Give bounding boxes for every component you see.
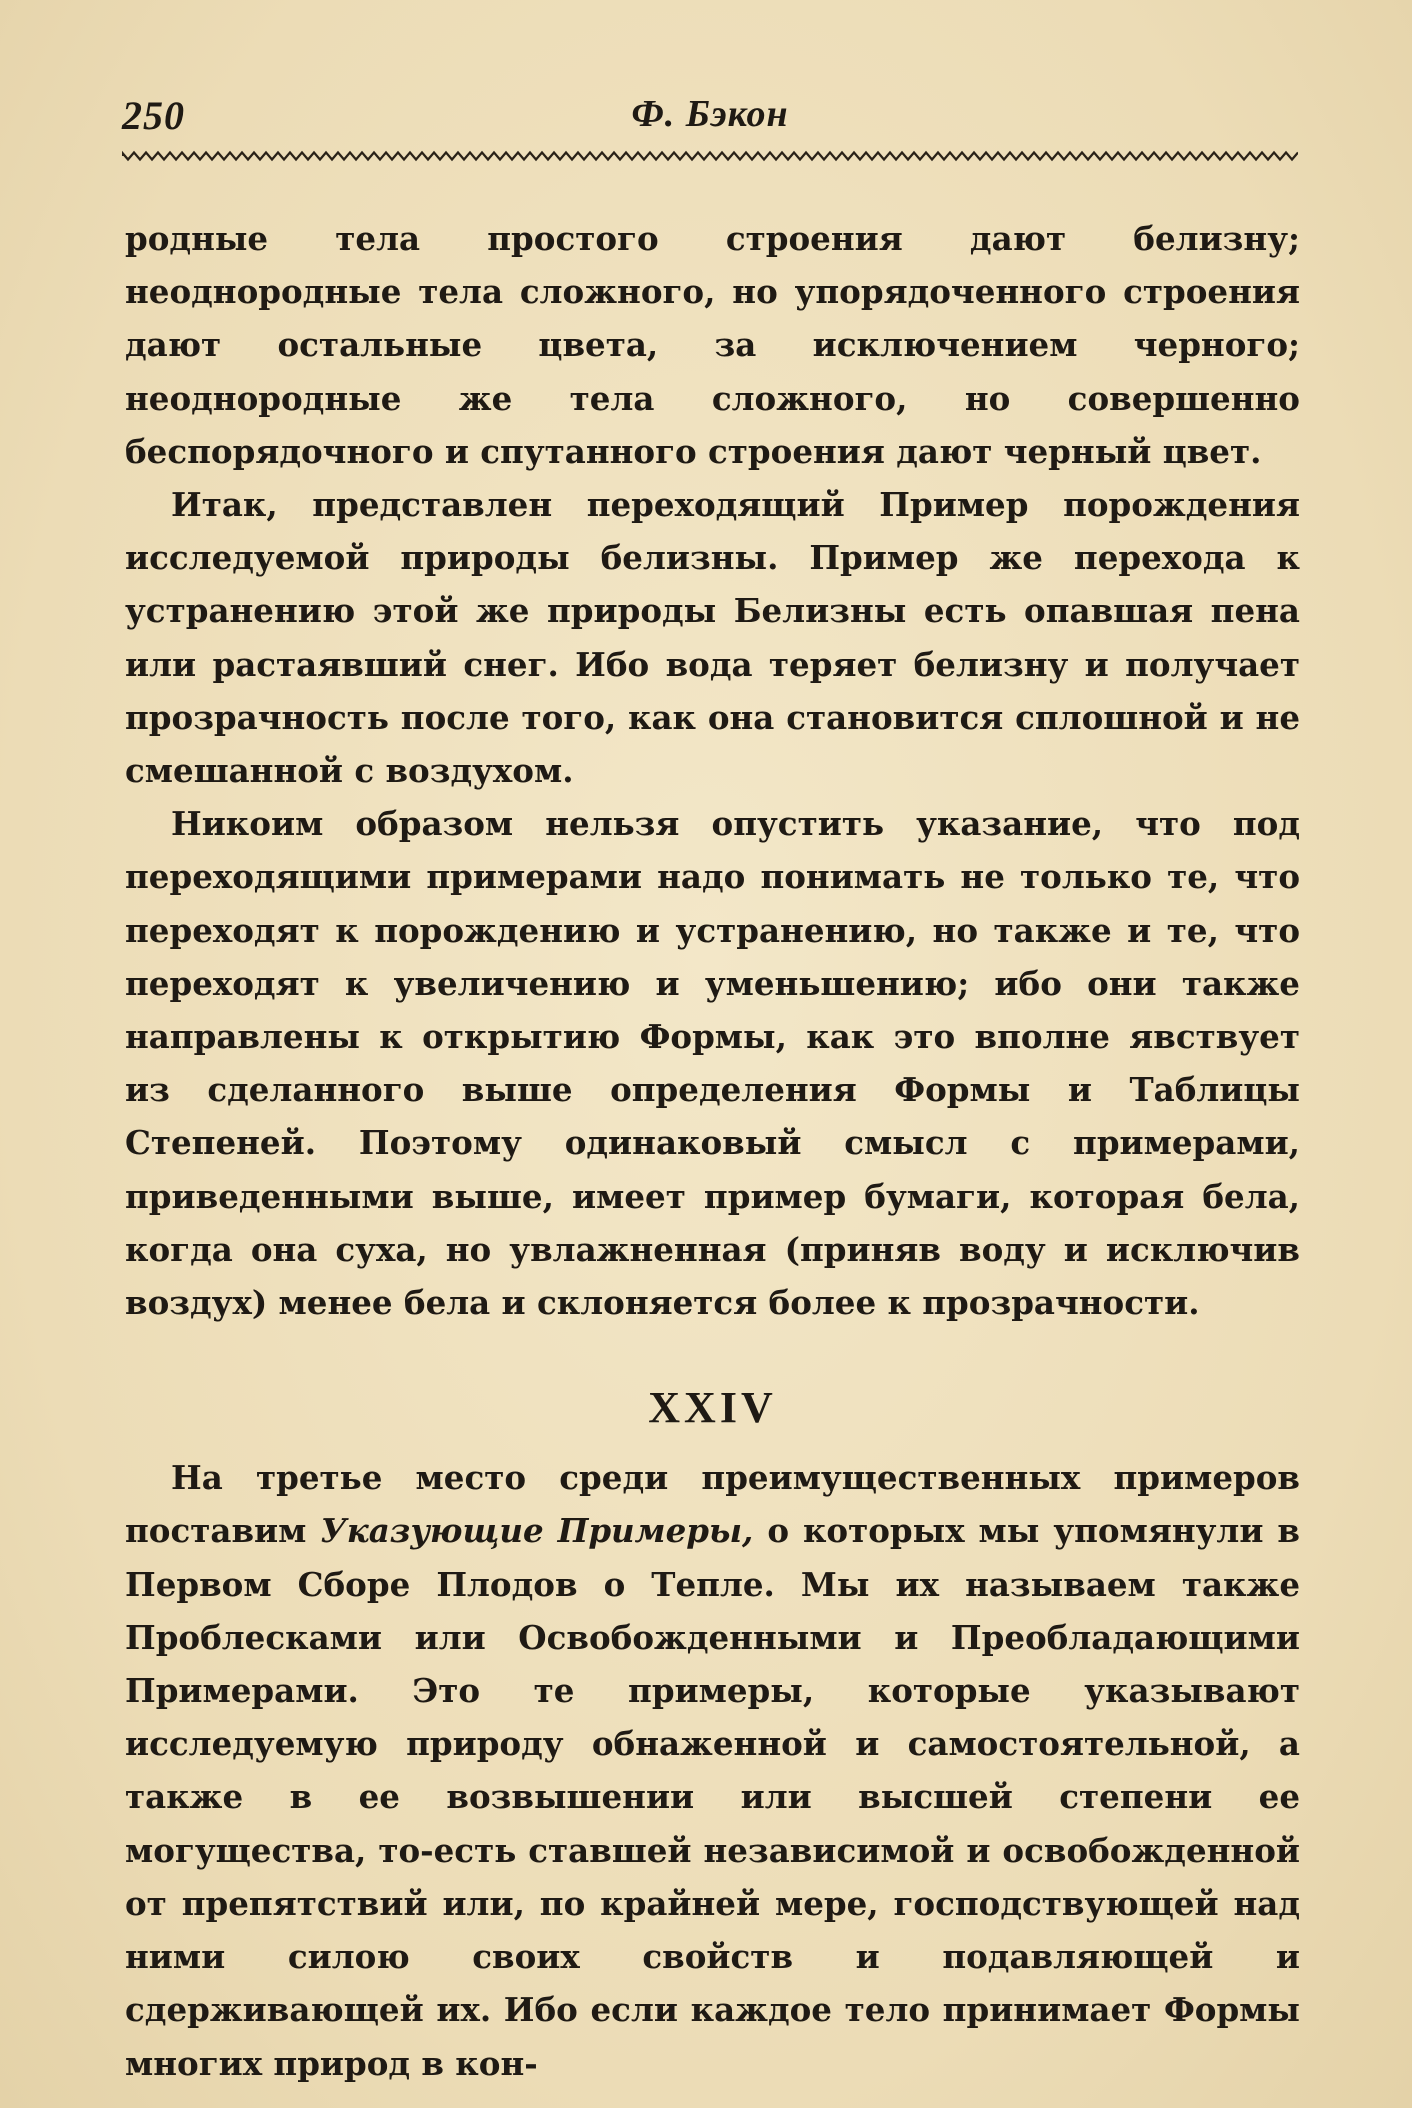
page-number: 250 — [122, 93, 185, 138]
body-text — [125, 212, 1300, 2090]
paragraph — [125, 1451, 1300, 2089]
paragraph-text: На третье место среди преимущественных примеров поставим — [125, 1458, 1300, 1551]
running-title: Ф. Бэкон — [631, 93, 789, 135]
paragraph: Никоим образом нельзя опустить указание, что под переходящими примерами надо понимать не только те, что переходят к порождению и устранению, но также и те, что переходят к увеличению и уменьшению; ибо они также направлены к открытию Формы, как это вполне явствует из сделанного выше определения Формы и Таблицы Степеней. Поэтому одинаковый смысл с примерами, приведенными выше, имеет пример бумаги, которая бела, когда она суха, но увлажненная (приняв воду и исключив воздух) менее бела и склоняется более к прозрачности. — [125, 804, 1300, 1323]
paragraph: родные тела простого строения дают белизну; неоднородные тела сложного, но упорядоченного строения дают остальные цвета, за исключением черного; неоднородные же тела сложного, но совершенно беспорядочного и спутанного строения дают черный цвет. — [125, 219, 1300, 471]
page-header — [122, 92, 1298, 152]
paragraph: Итак, представлен переходящий Пример порождения исследуемой природы белизны. Пример же перехода к устранению этой же природы Белизны есть опавшая пена или растаявший снег. Ибо вода теряет белизну и получает прозрачность после того, как она становится сплошной и не смешанной с воздухом. — [125, 485, 1300, 791]
paragraph-text: о которых мы упомянули в Первом Сборе Плодов о Тепле. Мы их называем также Проблесками или Освобожденными и Преобладающими Примерами. Это те примеры, которые указывают исследуемую природу обнаженной и самостоятельной, а также в ее возвышении или высшей степени ее могущества, то-есть ставшей независимой и освобожденной от препятствий или, по крайней мере, господствующей над ними силою своих свойств и подавляющей и сдерживающей их. Ибо если каждое тело принимает Формы многих природ в кон- — [125, 1511, 1300, 2083]
decorative-rule — [122, 150, 1298, 162]
emphasized-term: Указующие Примеры, — [320, 1511, 754, 1551]
section-heading: XXIV — [648, 1383, 777, 1433]
